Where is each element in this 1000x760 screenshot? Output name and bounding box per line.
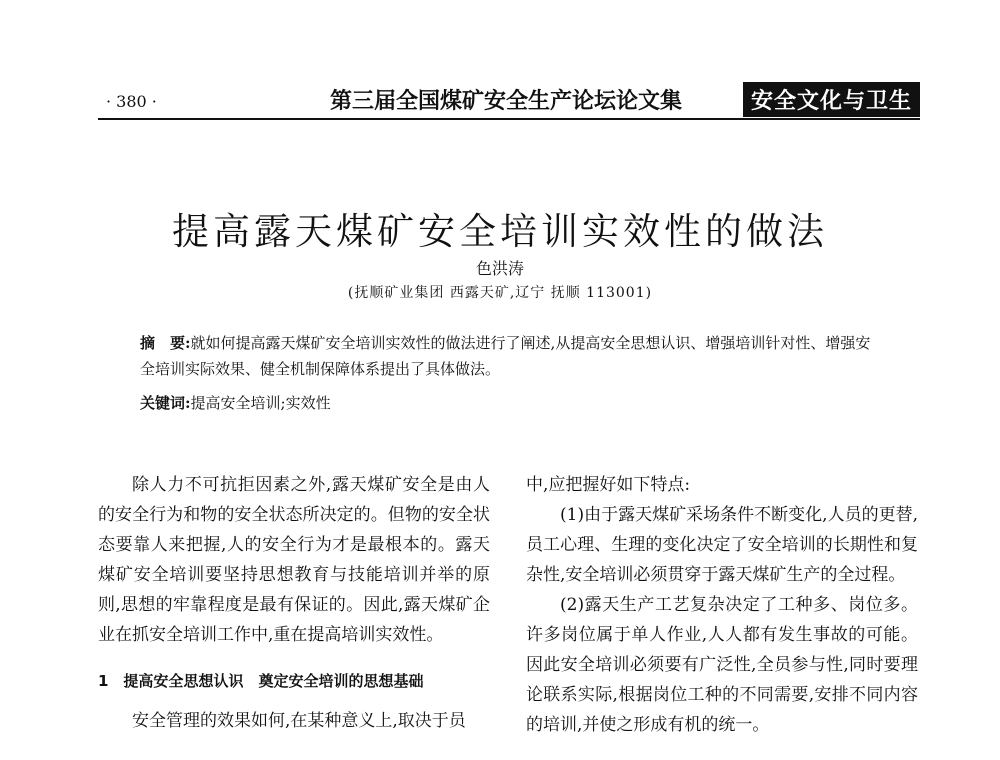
continuation-paragraph: 中,应把握好如下特点: bbox=[526, 475, 691, 495]
author-name: 色洪涛 bbox=[475, 259, 524, 278]
section-heading-1: 1 提高安全思想认识 奠定安全培训的思想基础 bbox=[98, 672, 424, 690]
keywords-text: 提高安全培训;实效性 bbox=[190, 394, 331, 412]
right-column bbox=[526, 470, 918, 740]
keywords-label: 关键词: bbox=[140, 394, 191, 412]
point-1-paragraph: (1)由于露天煤矿采场条件不断变化,人员的更替,员工心理、生理的变化决定了安全培训的长期性和复杂性,安全培训必须贯穿于露天煤矿生产的全过程。 bbox=[526, 505, 918, 585]
section-tag: 安全文化与卫生 bbox=[743, 82, 920, 117]
point-2-paragraph: (2)露天生产工艺复杂决定了工种多、岗位多。许多岗位属于单人作业,人人都有发生事故的可能。因此安全培训必须要有广泛性,全员参与性,同时要理论联系实际,根据岗位工种的不同需要,安排不同内容的培训,并使之形成有机的统一。 bbox=[526, 595, 918, 735]
intro-paragraph: 除人力不可抗拒因素之外,露天煤矿安全是由人的安全行为和物的安全状态所决定的。但物的安全状态要靠人来把握,人的安全行为才是最根本的。露天煤矿安全培训要坚持思想教育与技能培训并举的原则,思想的牢靠程度是最有保证的。因此,露天煤矿企业在抓安全培训工作中,重在提高培训实效性。 bbox=[98, 475, 490, 645]
abstract bbox=[140, 330, 880, 382]
author-affiliation: (抚顺矿业集团 西露天矿,辽宁 抚顺 113001) bbox=[347, 285, 653, 301]
left-column bbox=[98, 470, 490, 736]
abstract-text: 就如何提高露天煤矿安全培训实效性的做法进行了阐述,从提高安全思想认识、增强培训针对性、增强安全培训实际效果、健全机制保障体系提出了具体做法。 bbox=[140, 334, 871, 378]
running-header bbox=[98, 82, 920, 120]
section-1-paragraph: 安全管理的效果如何,在某种意义上,取决于员 bbox=[132, 711, 466, 731]
abstract-label: 摘 要: bbox=[140, 334, 191, 352]
journal-title: 第三届全国煤矿安全生产论坛论文集 bbox=[330, 88, 683, 114]
article-title: 提高露天煤矿安全培训实效性的做法 bbox=[172, 209, 828, 253]
page-number: · 380 · bbox=[106, 92, 157, 111]
keywords bbox=[140, 390, 880, 416]
